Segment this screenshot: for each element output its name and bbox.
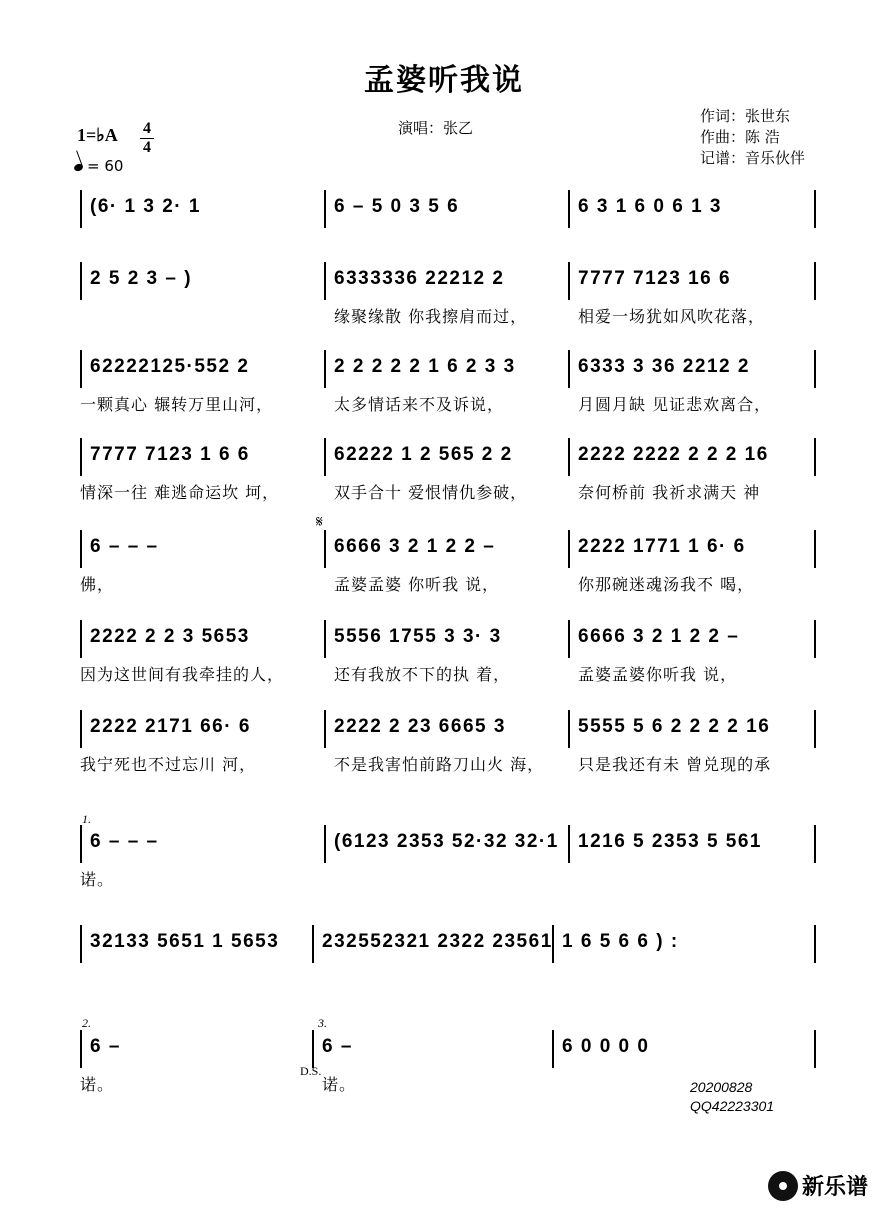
bar-line <box>324 620 326 658</box>
lyric-line: 诺。 <box>80 870 115 889</box>
ending-label: 1. <box>82 812 91 826</box>
time-signature-bottom: 4 <box>143 139 151 156</box>
measure: 6333 3 36 2212 2 <box>578 356 750 377</box>
lyricist-credit: 作词：张世东 <box>700 107 791 125</box>
lyric-line: 情深一往 难逃命运坎 坷， <box>80 483 280 502</box>
measure: 62222 1 2 565 2 2 <box>334 444 513 465</box>
lyric-line: 不是我害怕前路刀山火 海， <box>334 755 545 774</box>
lyric-line: 缘聚缘散 你我擦肩而过， <box>334 307 528 326</box>
segno-sign: 𝄋 <box>316 512 323 531</box>
date-stamp <box>690 1078 774 1116</box>
bar-line <box>568 710 570 748</box>
measure: 2222 1771 1 6· 6 <box>578 536 746 557</box>
bar-line <box>814 825 816 863</box>
measure: 6 – <box>90 1036 121 1057</box>
time-signature-top: 4 <box>143 120 151 137</box>
lyric-line: 孟婆孟婆你听我 说， <box>578 665 738 684</box>
site-logo <box>768 1170 868 1201</box>
measure: 1216 5 2353 5 561 <box>578 831 762 852</box>
measure: 2222 2 23 6665 3 <box>334 716 506 737</box>
notes-line <box>80 190 820 230</box>
lyric-line: 还有我放不下的执 着， <box>334 665 511 684</box>
bar-line <box>568 350 570 388</box>
bar-line <box>80 825 82 863</box>
bar-line <box>814 620 816 658</box>
lyric-line: 孟婆孟婆 你听我 说， <box>334 575 500 594</box>
lyric-line: 佛， <box>80 575 115 594</box>
bar-line <box>814 190 816 228</box>
lyric-line: 太多情话来不及诉说， <box>334 395 505 414</box>
transcriber-credit: 记谱：音乐伙伴 <box>700 149 806 167</box>
lyric-line: 奈何桥前 我祈求满天 神 <box>578 483 761 502</box>
notes-line <box>80 350 820 390</box>
bar-line <box>568 262 570 300</box>
lyric-line: 双手合十 爱恨情仇参破， <box>334 483 528 502</box>
measure: 6 – 5 0 3 5 6 <box>334 196 460 217</box>
bar-line <box>324 190 326 228</box>
measure: 2 5 2 3 – ) <box>90 268 193 289</box>
measure: 1 6 5 6 6 ) : <box>562 931 679 952</box>
bar-line <box>80 350 82 388</box>
bar-line <box>324 710 326 748</box>
ending-label: 2. <box>82 1016 91 1030</box>
notes-line <box>80 438 820 478</box>
notes-line <box>80 262 820 302</box>
measure: 6 – <box>322 1036 353 1057</box>
measure: 5556 1755 3 3· 3 <box>334 626 502 647</box>
measure: 32133 5651 1 5653 <box>90 931 280 952</box>
lyric-line: 只是我还有未 曾兑现的承 <box>578 755 772 774</box>
bar-line <box>568 190 570 228</box>
lyric-line: 诺。 <box>80 1075 115 1094</box>
measure: 6 0 0 0 0 <box>562 1036 650 1057</box>
bar-line <box>814 262 816 300</box>
bar-line <box>324 825 326 863</box>
measure: 6 3 1 6 0 6 1 3 <box>578 196 722 217</box>
time-signature <box>140 120 154 157</box>
qq-text: QQ42223301 <box>690 1098 775 1114</box>
ending-label: 3. <box>318 1016 327 1030</box>
notes-line <box>80 925 820 965</box>
lyric-line: 月圆月缺 见证悲欢离合， <box>578 395 772 414</box>
bar-line <box>312 1030 314 1068</box>
measure: 6666 3 2 1 2 2 – <box>578 626 740 647</box>
measure: 2222 2 2 3 5653 <box>90 626 250 647</box>
notes-line <box>80 530 820 570</box>
lyric-line: 你那碗迷魂汤我不 喝， <box>578 575 755 594</box>
measure: 2222 2171 66· 6 <box>90 716 251 737</box>
bar-line <box>312 925 314 963</box>
bar-line <box>568 530 570 568</box>
bar-line <box>568 825 570 863</box>
bar-line <box>324 530 326 568</box>
singer-credit: 演唱：张乙 <box>398 119 474 137</box>
bar-line <box>814 1030 816 1068</box>
bar-line <box>814 530 816 568</box>
notes-line <box>80 1030 820 1070</box>
bar-line <box>568 438 570 476</box>
logo-text: 新乐谱 <box>802 1175 869 1200</box>
notes-line <box>80 825 820 865</box>
record-disc-icon <box>768 1171 798 1201</box>
bar-line <box>80 710 82 748</box>
measure: 6666 3 2 1 2 2 – <box>334 536 496 557</box>
measure: 2222 2222 2 2 2 16 <box>578 444 769 465</box>
measure: 6 – – – <box>90 831 159 852</box>
ds-marking: D.S. <box>300 1064 322 1078</box>
measure: 7777 7123 1 6 6 <box>90 444 250 465</box>
measure: (6· 1 3 2· 1 <box>90 196 201 217</box>
bar-line <box>80 620 82 658</box>
tempo-marking <box>74 157 123 175</box>
lyric-line: 相爱一场犹如风吹花落， <box>578 307 766 326</box>
bar-line <box>324 350 326 388</box>
bar-line <box>80 1030 82 1068</box>
key-signature: 1=♭A <box>77 125 118 145</box>
measure: 7777 7123 16 6 <box>578 268 732 289</box>
bar-line <box>80 190 82 228</box>
bar-line <box>814 350 816 388</box>
lyric-line: 因为这世间有我牵挂的人， <box>80 665 285 684</box>
bar-line <box>814 710 816 748</box>
bar-line <box>80 530 82 568</box>
tempo-value: = 60 <box>87 157 124 175</box>
measure: (6123 2353 52·32 32·1 <box>334 831 559 852</box>
date-text: 20200828 <box>690 1079 753 1095</box>
measure: 6333336 22212 2 <box>334 268 505 289</box>
bar-line <box>80 438 82 476</box>
bar-line <box>80 262 82 300</box>
bar-line <box>324 438 326 476</box>
notes-line <box>80 620 820 660</box>
bar-line <box>814 438 816 476</box>
lyric-line: 我宁死也不过忘川 河， <box>80 755 257 774</box>
bar-line <box>568 620 570 658</box>
bar-line <box>814 925 816 963</box>
measure: 5555 5 6 2 2 2 2 16 <box>578 716 771 737</box>
measure: 6 – – – <box>90 536 159 557</box>
measure: 62222125·552 2 <box>90 356 250 377</box>
quarter-note-icon <box>73 163 84 173</box>
measure: 232552321 2322 23561 <box>322 931 553 952</box>
measure: 2 2 2 2 2 1 6 2 3 3 <box>334 356 516 377</box>
bar-line <box>324 262 326 300</box>
bar-line <box>552 1030 554 1068</box>
lyric-line: 诺。 <box>322 1075 357 1094</box>
composer-credit: 作曲：陈 浩 <box>700 128 780 146</box>
credits <box>700 106 805 169</box>
lyric-line: 一颗真心 辗转万里山河， <box>80 395 274 414</box>
bar-line <box>80 925 82 963</box>
page-title: 孟婆听我说 <box>364 63 524 98</box>
notes-line <box>80 710 820 750</box>
